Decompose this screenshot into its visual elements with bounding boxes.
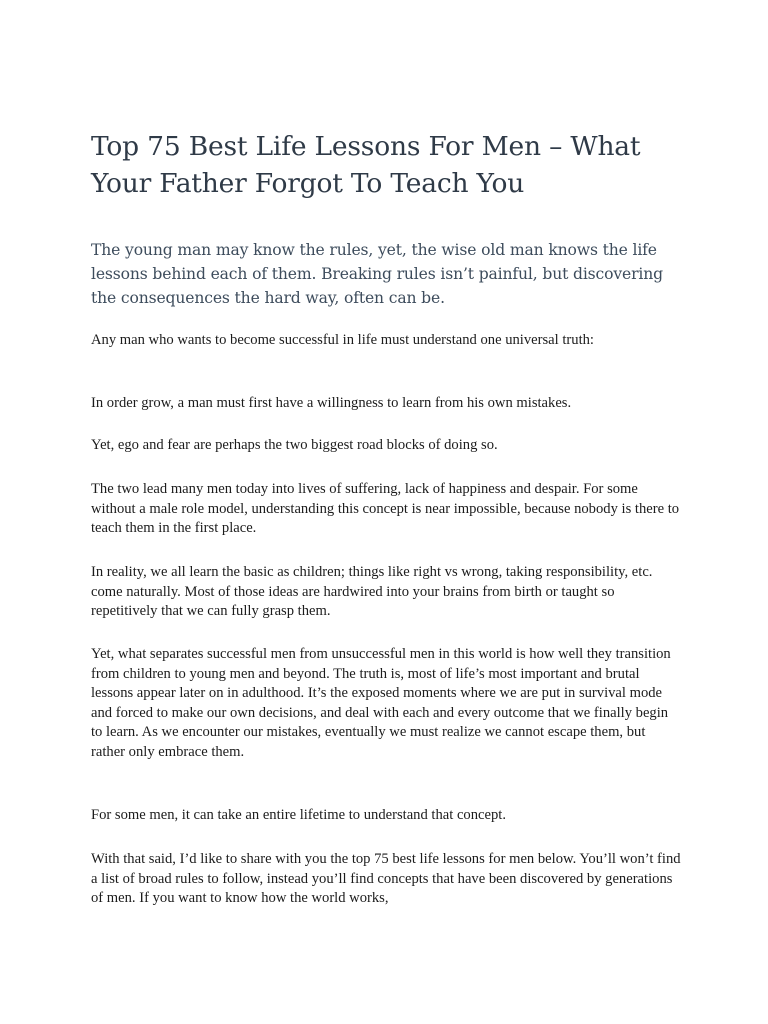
body-paragraph: With that said, I’d like to share with you the top 75 best life lessons for men below. You’ll won’t find a list of broad rules to follow, instead you’ll find concepts that have been discovered by generations of men. If you want to know how the world works, (91, 851, 681, 906)
body-paragraph: Any man who wants to become successful in life must understand one universal truth: (91, 332, 594, 348)
body-paragraph: Yet, ego and fear are perhaps the two biggest road blocks of doing so. (91, 437, 498, 453)
intro-paragraph: The young man may know the rules, yet, the wise old man knows the life lessons behind each of them. Breaking rules isn’t painful, but discovering the consequences the hard way, often can be. (91, 241, 663, 307)
body-paragraph: For some men, it can take an entire lifetime to understand that concept. (91, 807, 506, 823)
document-title: Top 75 Best Life Lessons For Men – What Your Father Forgot To Teach You (91, 131, 641, 199)
body-paragraph: In reality, we all learn the basic as children; things like right vs wrong, taking responsibility, etc. come naturally. Most of those ideas are hardwired into your brains from birth or taught so repetitively that we can fully grasp them. (91, 564, 653, 619)
body-paragraph: The two lead many men today into lives of suffering, lack of happiness and despair. For some without a male role model, understanding this concept is near impossible, because nobody is there to teach them in the first place. (91, 481, 680, 536)
body-paragraph: Yet, what separates successful men from unsuccessful men in this world is how well they transition from children to young men and beyond. The truth is, most of life’s most important and brutal lessons appear later on in adulthood. It’s the exposed moments where we are put in survival mode and forced to make our own decisions, and deal with each and every outcome that we finally begin to learn. As we encounter our mistakes, eventually we must realize we cannot escape them, but rather only embrace them. (91, 646, 671, 760)
body-paragraph: In order grow, a man must first have a willingness to learn from his own mistakes. (91, 395, 572, 411)
